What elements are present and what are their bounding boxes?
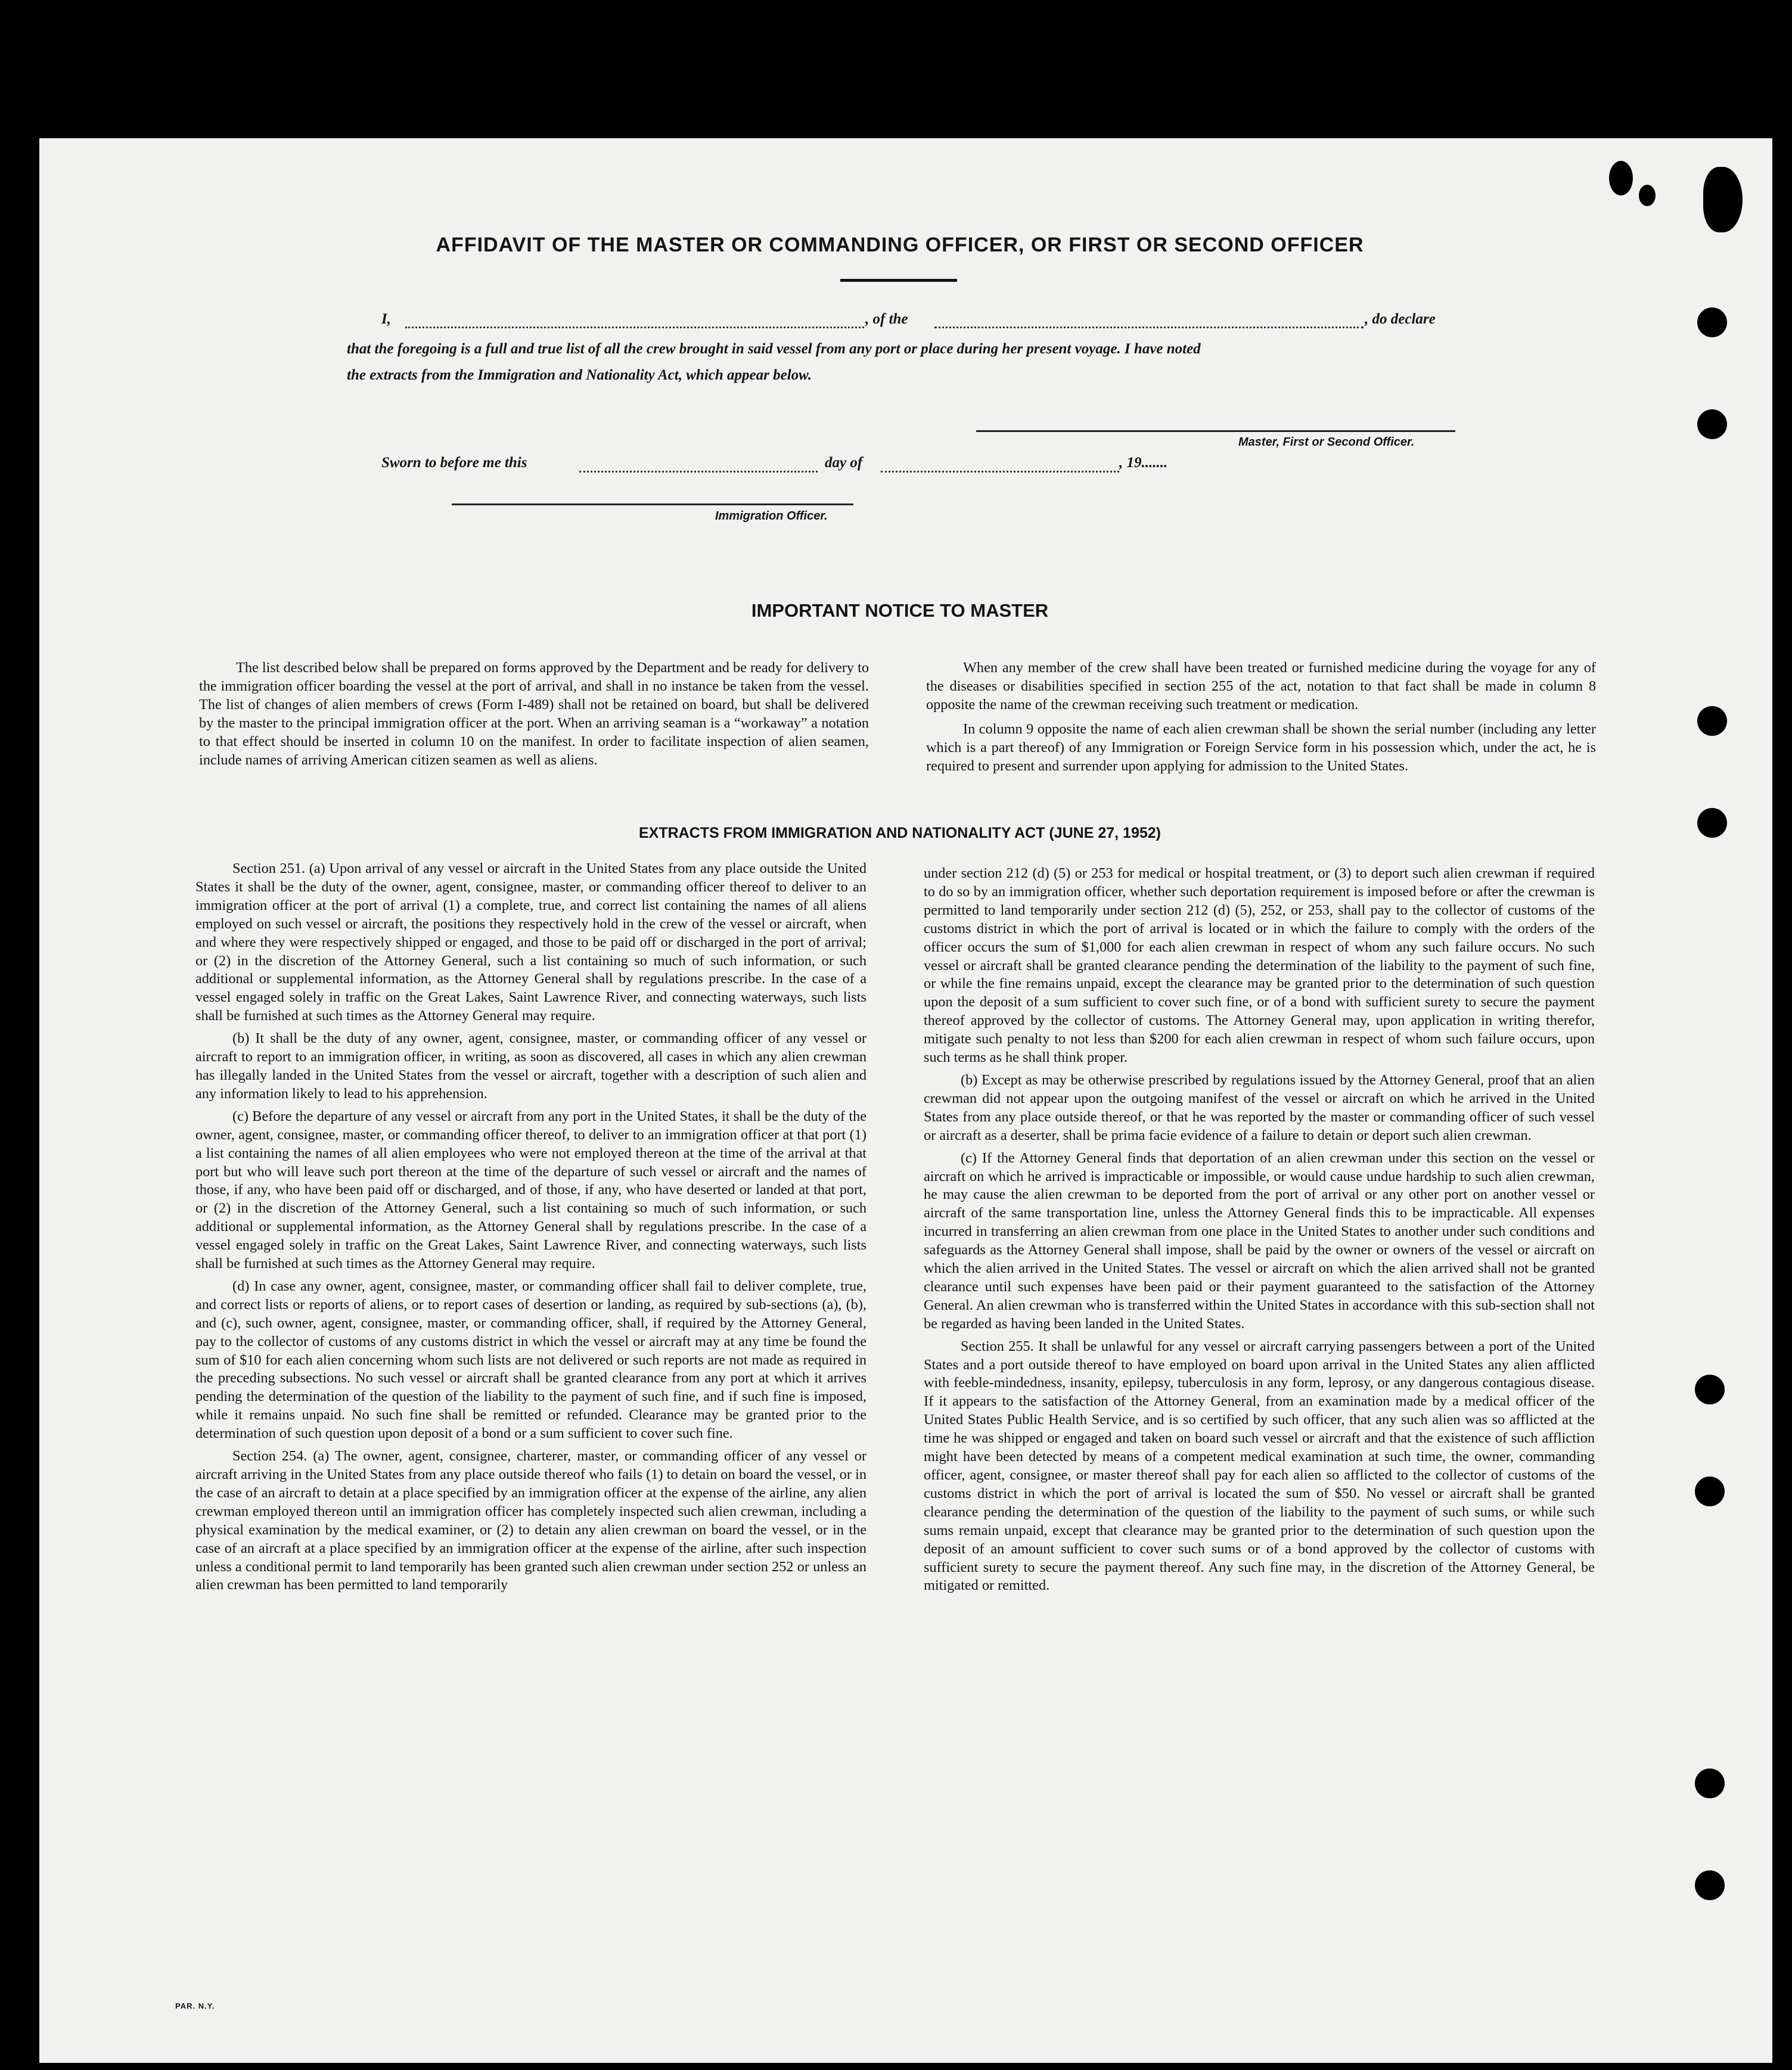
affidavit-title: AFFIDAVIT OF THE MASTER OR COMMANDING OFFICER, OR FIRST OR SECOND OFFICER	[436, 234, 1364, 256]
immigration-officer-label: Immigration Officer.	[715, 509, 828, 523]
immigration-officer-signature-line[interactable]	[452, 503, 853, 505]
vessel-field[interactable]	[934, 327, 1364, 328]
extracts-title: EXTRACTS FROM IMMIGRATION AND NATIONALITY ACT (JUNE 27, 1952)	[639, 825, 1161, 841]
extracts-left-column	[195, 860, 867, 1599]
section-254-a: Section 254. (a) The owner, agent, consignee, charterer, master, or commanding officer of any vessel or aircraft arriving in the United States from any place outside thereof who fails (1) to detain on board the vessel, or in the case of an aircraft to detain at a place specified by an immigration officer at the expense of the airline, any alien crewman employed thereon until an immigration officer has completely inspected such alien crewman, including a physical examination by the medical examiner, or (2) to detain any alien crewman on board the vessel, or in the case of an aircraft at a place specified by an immigration officer at the expense of the airline, after such inspection unless a conditional permit to land temporarily has been granted such alien crewman under section 252 or unless an alien crewman has been permitted to land temporarily	[195, 1448, 867, 1593]
sworn-day-field[interactable]	[579, 471, 818, 473]
ink-blot	[1703, 167, 1743, 232]
printer-mark: PAR. N.Y.	[175, 2001, 215, 2010]
day-of-label: day of	[825, 455, 863, 471]
do-declare-label: , do declare	[1365, 311, 1436, 327]
notice-right-paragraph-2: In column 9 opposite the name of each alien crewman shall be shown the serial number (including any letter which is a part thereof) of any Immigration or Foreign Service form in his possession which, under the act, he is required to present and surrender upon applying for admission to the United States.	[926, 720, 1596, 774]
master-signature-line[interactable]	[976, 430, 1455, 432]
notice-title: IMPORTANT NOTICE TO MASTER	[751, 600, 1049, 621]
declaration-line-2: the extracts from the Immigration and Nationality Act, which appear below.	[347, 367, 812, 383]
section-251-b: (b) It shall be the duty of any owner, agent, consignee, master, or commanding officer of any vessel or aircraft to report to an immigration officer, in writing, as soon as discovered, all cases in which any alien crewman has illegally landed in the United States from the vessel or aircraft, together with a description of such alien and any information likely to lead to his apprehension.	[195, 1030, 867, 1102]
punch-hole	[1697, 808, 1727, 838]
section-255: Section 255. It shall be unlawful for any vessel or aircraft carrying passengers between a port of the United States and a port outside thereof to have employed on board upon arrival in the United States any alien afflicted with feeble-mindedness, insanity, epilepsy, tuberculosis in any form, leprosy, or any dangerous contagious disease. If it appears to the satisfaction of the Attorney General, from an examination made by a medical officer of the United States Public Health Service, and is so certified by such officer, that any such alien was so afflicted at the time he was shipped or engaged and taken on board such vessel or aircraft and that the existence of such affliction might have been detected by means of a competent medical examination at such time, the owner, commanding officer, agent, consignee, or master thereof shall pay for each alien so afflicted to the collector of customs of the customs district in which the port of arrival is located the sum of $50. No vessel or aircraft shall be granted clearance pending the determination of the question of the liability to the payment of such sums, or while such sums remain unpaid, except that clearance may be granted prior to the determination of such question upon the deposit of an amount sufficient to cover such sums or of a bond approved by the collector of customs with sufficient surety to secure the payment thereof. Any such fine may, in the discretion of the Attorney General, be mitigated or remitted.	[924, 1338, 1595, 1594]
master-signature-label: Master, First or Second Officer.	[1238, 436, 1415, 449]
section-251-a: Section 251. (a) Upon arrival of any vessel or aircraft in the United States from any place outside the United States it shall be the duty of the owner, agent, consignee, master, or commanding officer thereof to deliver to an immigration officer at the port of arrival (1) a complete, true, and correct list containing the names of all aliens employed on such vessel or aircraft, the positions they respectively hold in the crew of the vessel or aircraft, when and where they were respectively shipped or engaged, and those to be paid off or discharged in the port of arrival; or (2) in the discretion of the Attorney General, such a list containing so much of such information, or such additional or supplemental information, as the Attorney General shall by regulations prescribe. In the case of a vessel engaged solely in traffic on the Great Lakes, Saint Lawrence River, and connecting waterways, such lists shall be furnished at such times as the Attorney General may require.	[195, 860, 867, 1024]
notice-right-paragraph-1: When any member of the crew shall have been treated or furnished medicine during the voyage for any of the diseases or disabilities specified in section 255 of the act, notation to that fact shall be made in column 8 opposite the name of the crewman receiving such treatment or medication.	[926, 660, 1596, 713]
punch-hole	[1697, 307, 1727, 337]
punch-hole	[1695, 1768, 1725, 1798]
section-251-d: (d) In case any owner, agent, consignee, master, or commanding officer shall fail to deliver complete, true, and correct lists or reports of aliens, or to report cases of desertion or landing, as required by sub-sections (a), (b), and (c), such owner, agent, consignee, master, or commanding officer, shall, if required by the Attorney General, pay to the collector of customs of any customs district in which the vessel or aircraft may at any time be found the sum of $10 for each alien concerning whom such lists are not delivered or such reports are not made as required in the preceding subsections. No such vessel or aircraft shall be granted clearance from any port at which it arrives pending the determination of the question of the liability to the payment of such fine, and if such fine is imposed, while it remains unpaid. No such fine shall be remitted or refunded. Clearance may be granted prior to the determination of such question upon deposit of a bond or a sum sufficient to cover such fine.	[195, 1278, 867, 1442]
section-254-a-continued: under section 212 (d) (5) or 253 for medical or hospital treatment, or (3) to deport such alien crewman if required to do so by an immigration officer, whether such deportation requirement is imposed before or after the crewman is permitted to land temporarily under section 212 (d) (5), 252, or 253, shall pay to the collector of customs of the customs district in which the port of arrival is located or in which the failure to comply with the orders of the officer occurs the sum of $1,000 for each alien crewman in respect of whom any such failure occurs. No such vessel or aircraft shall be granted clearance pending the determination of the liability to the payment of such fine, or while the fine remains unpaid, except the clearance may be granted prior to the determination of such question upon the deposit of a sum sufficient to cover such fine, or of a bond with sufficient surety to secure the payment thereof approved by the collector of customs. The Attorney General may, upon application in writing therefor, mitigate such penalty to not less than $200 for each alien crewman in respect of whom such failure occurs, upon such terms as he shall think proper.	[924, 865, 1595, 1066]
of-the-label: , of the	[865, 311, 908, 327]
punch-hole	[1697, 409, 1727, 439]
ink-blot	[1639, 185, 1656, 206]
punch-hole	[1695, 1375, 1725, 1404]
year-label: , 19.......	[1119, 455, 1168, 471]
punch-hole	[1695, 1870, 1725, 1900]
title-rule	[840, 279, 957, 282]
section-254-b: (b) Except as may be otherwise prescribed by regulations issued by the Attorney General, proof that an alien crewman did not appear upon the outgoing manifest of the vessel or aircraft on which he arrived in the United States from any place outside thereof, or that he was reported by the master or commanding officer of such vessel or aircraft as a deserter, shall be prima facie evidence of a failure to detain or deport such alien crewman.	[924, 1071, 1595, 1143]
sworn-label: Sworn to before me this	[381, 455, 527, 471]
declaration-line-1: that the foregoing is a full and true list of all the crew brought in said vessel from any port or place during her present voyage. I have noted	[347, 341, 1201, 357]
punch-hole	[1697, 706, 1727, 736]
i-label: I,	[381, 311, 391, 327]
notice-left-paragraph: The list described below shall be prepared on forms approved by the Department and be ready for delivery to the immigration officer boarding the vessel at the port of arrival, and shall in no instance be taken from the vessel. The list of changes of alien members of crews (Form I-489) shall not be retained on board, but shall be delivered by the master to the principal immigration officer at the port. When an arriving seaman is a “workaway” a notation to that effect should be inserted in column 10 on the manifest. In order to facilitate inspection of alien seamen, include names of arriving American citizen seamen as well as aliens.	[199, 660, 869, 768]
section-251-c: (c) Before the departure of any vessel or aircraft from any port in the United States, it shall be the duty of the owner, agent, consignee, master, or commanding officer thereof, to deliver to an immigration officer at that port (1) a list containing the names of all alien employees who were not employed thereon at the time of the arrival at that port but who will leave such port thereon at the time of the departure of such vessel or aircraft and the names of those, if any, who have been paid off or discharged, and of those, if any, who have deserted or landed at that port, or (2) in the discretion of the Attorney General, such a list containing so much of such information, or such additional or supplemental information, as the Attorney General shall by regulations prescribe. In the case of a vessel engaged solely in traffic on the Great Lakes, Saint Lawrence River, and connecting waterways, such lists shall be furnished at such times as the Attorney General may require.	[195, 1108, 867, 1272]
notice-right-column	[926, 659, 1596, 779]
name-field[interactable]	[405, 327, 864, 328]
extracts-right-column	[924, 865, 1595, 1599]
ink-blot	[1609, 161, 1633, 195]
punch-hole	[1695, 1477, 1725, 1506]
section-254-c: (c) If the Attorney General finds that deportation of an alien crewman under this section on the vessel or aircraft on which he arrived is impracticable or impossible, or would cause undue hardship to such alien crewman, he may cause the alien crewman to be deported from the port of arrival or any other port on another vessel or aircraft of the same transportation line, unless the Attorney General finds this to be impracticable. All expenses incurred in transferring an alien crewman from one place in the United States to another under such conditions and safeguards as the Attorney General shall impose, shall be paid by the owner or owners of the vessel or aircraft on which the alien arrived in the United States. The vessel or aircraft on which the alien arrived shall not be granted clearance until such expenses have been paid or their payment guaranteed to the satisfaction of the Attorney General. An alien crewman who is transferred within the United States in accordance with this sub-section shall not be regarded as having been landed in the United States.	[924, 1149, 1595, 1332]
sworn-month-field[interactable]	[881, 471, 1119, 473]
notice-left-column	[199, 659, 869, 773]
